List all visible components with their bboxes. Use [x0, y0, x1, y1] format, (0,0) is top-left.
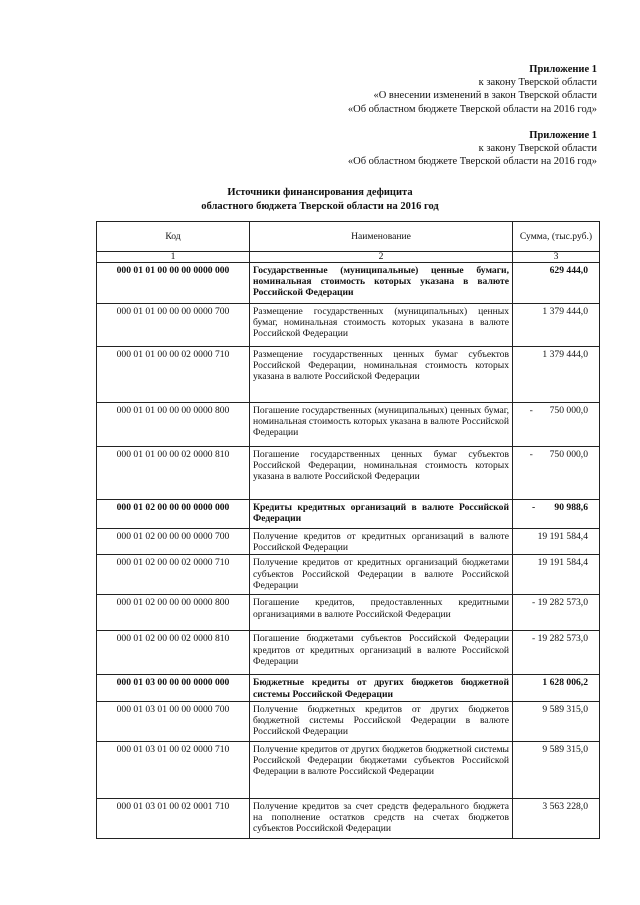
row-sum: 3 563 228,0 [513, 798, 600, 838]
row-name: Кредиты кредитных организаций в валюте Российской Федерации [250, 500, 513, 529]
table-row [97, 675, 600, 701]
column-header-code: Код [97, 222, 250, 252]
row-sum: - 750 000,0 [513, 403, 600, 447]
appendix-line: к закону Тверской области [478, 77, 597, 89]
appendix-title: Приложение 1 [529, 64, 597, 75]
column-number: 2 [250, 252, 513, 263]
row-code: 000 01 01 00 00 02 0000 710 [97, 347, 250, 403]
row-name: Получение кредитов от других бюджетов бюджетной системы Российской Федерации бюджетами субъектов Российской Федерации в валюте Российской Федерации [250, 741, 513, 798]
table-row [97, 741, 600, 798]
row-sum: - 19 282 573,0 [513, 595, 600, 631]
table-row [97, 595, 600, 631]
row-sum: 19 191 584,4 [513, 529, 600, 555]
row-sum: 9 589 315,0 [513, 741, 600, 798]
row-name: Бюджетные кредиты от других бюджетов бюджетной системы Российской Федерации [250, 675, 513, 701]
row-code: 000 01 01 00 00 00 0000 700 [97, 304, 250, 347]
row-name: Получение кредитов от кредитных организаций бюджетами субъектов Российской Федерации в валюте Российской Федерации [250, 555, 513, 595]
column-header-name: Наименование [250, 222, 513, 252]
table-header-row [97, 222, 600, 252]
row-code: 000 01 03 01 00 02 0000 710 [97, 741, 250, 798]
appendix-title: Приложение 1 [529, 130, 597, 141]
table-row [97, 304, 600, 347]
column-number: 1 [97, 252, 250, 263]
table-row [97, 403, 600, 447]
row-sum: - 90 988,6 [513, 500, 600, 529]
appendix-header-amendment [348, 63, 597, 116]
row-code: 000 01 01 00 00 00 0000 000 [97, 263, 250, 304]
financing-sources-table [96, 221, 600, 839]
table-row [97, 529, 600, 555]
row-sum: 19 191 584,4 [513, 555, 600, 595]
document-title-line: Источники финансирования дефицита [227, 187, 413, 198]
row-name: Погашение кредитов, предоставленных кредитными организациями в валюте Российской Федерации [250, 595, 513, 631]
row-name: Получение кредитов за счет средств федерального бюджета на пополнение остатков средств на счетах бюджетов субъектов Российской Федерации [250, 798, 513, 838]
appendix-line: «Об областном бюджете Тверской области на 2016 год» [347, 103, 597, 115]
row-code: 000 01 01 00 00 00 0000 800 [97, 403, 250, 447]
row-code: 000 01 03 01 00 00 0000 700 [97, 701, 250, 741]
row-name: Погашение государственных ценных бумаг субъектов Российской Федерации, номинальная стоимость которых указана в валюте Российской Федерации [250, 447, 513, 500]
appendix-line: к закону Тверской области [478, 143, 597, 155]
column-number-row [97, 252, 600, 263]
row-sum: 9 589 315,0 [513, 701, 600, 741]
column-header-sum: Сумма, (тыс.руб.) [513, 222, 600, 252]
table-row [97, 555, 600, 595]
row-sum: 1 379 444,0 [513, 347, 600, 403]
row-name: Государственные (муниципальные) ценные бумаги, номинальная стоимость которых указана в валюте Российской Федерации [250, 263, 513, 304]
column-number: 3 [513, 252, 600, 263]
appendix-line: «Об областном бюджете Тверской области на 2016 год» [347, 156, 597, 168]
row-sum: - 19 282 573,0 [513, 631, 600, 675]
row-code: 000 01 02 00 00 00 0000 800 [97, 595, 250, 631]
row-code: 000 01 02 00 00 02 0000 710 [97, 555, 250, 595]
row-code: 000 01 03 01 00 02 0001 710 [97, 798, 250, 838]
table-row [97, 347, 600, 403]
table-row [97, 701, 600, 741]
row-name: Получение кредитов от кредитных организаций в валюте Российской Федерации [250, 529, 513, 555]
row-sum: 629 444,0 [513, 263, 600, 304]
row-code: 000 01 01 00 00 02 0000 810 [97, 447, 250, 500]
table-row [97, 798, 600, 838]
row-sum: - 750 000,0 [513, 447, 600, 500]
table-row [97, 447, 600, 500]
appendix-line: «О внесении изменений в закон Тверской области [373, 90, 597, 102]
row-name: Погашение государственных (муниципальных) ценных бумаг, номинальная стоимость которых указана в валюте Российской Федерации [250, 403, 513, 447]
row-name: Погашение бюджетами субъектов Российской Федерации кредитов от кредитных организаций в валюте Российской Федерации [250, 631, 513, 675]
row-sum: 1 379 444,0 [513, 304, 600, 347]
row-code: 000 01 02 00 00 00 0000 000 [97, 500, 250, 529]
row-code: 000 01 03 00 00 00 0000 000 [97, 675, 250, 701]
document-title-line: областного бюджета Тверской области на 2016 год [201, 200, 439, 212]
document-title [0, 186, 640, 213]
table-row [97, 500, 600, 529]
row-code: 000 01 02 00 00 02 0000 810 [97, 631, 250, 675]
appendix-header-law [348, 129, 597, 169]
table-row [97, 263, 600, 304]
row-sum: 1 628 006,2 [513, 675, 600, 701]
row-name: Размещение государственных (муниципальных) ценных бумаг, номинальная стоимость которых указана в валюте Российской Федерации [250, 304, 513, 347]
row-name: Размещение государственных ценных бумаг субъектов Российской Федерации, номинальная стоимость которых указана в валюте Российской Федерации [250, 347, 513, 403]
table-row [97, 631, 600, 675]
row-name: Получение бюджетных кредитов от других бюджетов бюджетной системы Российской Федерации в валюте Российской Федерации [250, 701, 513, 741]
row-code: 000 01 02 00 00 00 0000 700 [97, 529, 250, 555]
